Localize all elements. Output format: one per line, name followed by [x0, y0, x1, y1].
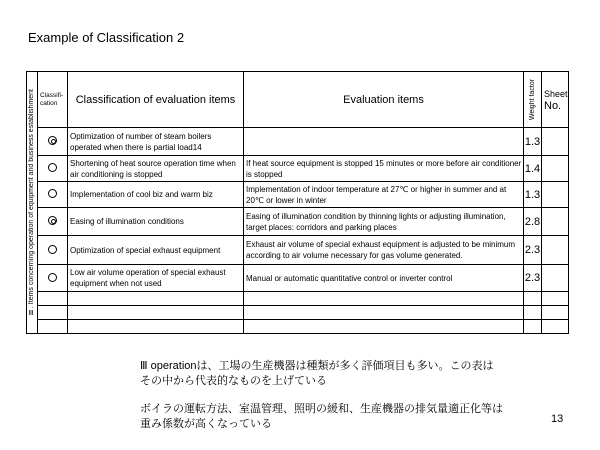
circle-icon [48, 189, 57, 198]
empty-cell [524, 320, 542, 334]
evaluation-header: Evaluation items [244, 72, 524, 128]
classification-table-container [26, 71, 568, 342]
empty-cell [38, 292, 68, 306]
page-number: 13 [551, 413, 564, 425]
item-cell: Shortening of heat source operation time when air conditioning is stopped [68, 156, 244, 182]
weight-factor-cell: 2.3 [524, 265, 542, 292]
evaluation-cell [244, 128, 524, 156]
sheet-no-cell [542, 265, 569, 292]
empty-cell [244, 320, 524, 334]
sheet-no-cell [542, 156, 569, 182]
header-row [27, 72, 569, 128]
classification-table [26, 71, 569, 334]
table-row [27, 182, 569, 208]
evaluation-cell: If heat source equipment is stopped 15 minutes or more before air conditioner is stopped [244, 156, 524, 182]
empty-cell [244, 292, 524, 306]
item-cell: Optimization of number of steam boilers operated when there is partial load14 [68, 128, 244, 156]
classification-cell [38, 265, 68, 292]
sheet-label: Sheet [544, 88, 568, 99]
no-label: No. [544, 99, 562, 112]
empty-cell [524, 306, 542, 320]
empty-row [27, 306, 569, 320]
empty-cell [542, 292, 569, 306]
classification-cell [38, 128, 68, 156]
empty-row [27, 292, 569, 306]
empty-cell [68, 306, 244, 320]
evaluation-cell: Easing of illumination condition by thinning lights or adjusting illumination, target places: corridors and parking places [244, 208, 524, 236]
classification-cell [38, 208, 68, 236]
empty-cell [244, 306, 524, 320]
evaluation-cell: Implementation of indoor temperature at 27℃ or higher in summer and at 20℃ or lower in winter [244, 182, 524, 208]
note-line-1: Ⅲ operationは、工場の生産機器は種類が多く評価項目も多い。この表は [140, 360, 494, 372]
empty-cell [542, 306, 569, 320]
note-line-4: 重み係数が高くなっている [140, 418, 272, 430]
circle-icon [48, 273, 57, 282]
side-label: Ⅲ. Items concerning operation of equipment and business establishment [28, 88, 35, 317]
item-cell: Easing of illumination conditions [68, 208, 244, 236]
empty-cell [524, 292, 542, 306]
weight-factor-cell: 1.3 [524, 182, 542, 208]
classification-cell [38, 182, 68, 208]
classification-header: Classifi-cation [38, 72, 68, 128]
weight-factor-cell: 1.3 [524, 128, 542, 156]
circle-icon [48, 163, 57, 172]
empty-row [27, 320, 569, 334]
sheet-no-header [542, 72, 569, 128]
empty-cell [68, 320, 244, 334]
empty-cell [68, 292, 244, 306]
slide-title: Example of Classification 2 [28, 30, 185, 45]
item-cell: Low air volume operation of special exhaust equipment when not used [68, 265, 244, 292]
side-label-cell [27, 72, 38, 334]
double-circle-icon [48, 136, 57, 145]
sheet-no-cell [542, 208, 569, 236]
circle-icon [48, 245, 57, 254]
empty-cell [38, 306, 68, 320]
table-row [27, 128, 569, 156]
table-row [27, 236, 569, 265]
note-line-2: その中から代表的なものを上げている [140, 375, 327, 387]
note-line-3: ボイラの運転方法、室温管理、照明の緩和、生産機器の排気量適正化等は [140, 403, 503, 415]
sheet-no-cell [542, 182, 569, 208]
classification-cell [38, 236, 68, 265]
empty-cell [38, 320, 68, 334]
item-cell: Implementation of cool biz and warm biz [68, 182, 244, 208]
table-row [27, 156, 569, 182]
empty-cell [542, 320, 569, 334]
evaluation-cell: Exhaust air volume of special exhaust equipment is adjusted to be minimum according to air volume necessary for gas volume generated. [244, 236, 524, 265]
item-cell: Optimization of special exhaust equipment [68, 236, 244, 265]
classification-cell [38, 156, 68, 182]
table-row [27, 265, 569, 292]
double-circle-icon [48, 216, 57, 225]
weight-factor-label: Weight factor [529, 78, 536, 121]
weight-factor-cell: 2.8 [524, 208, 542, 236]
weight-factor-cell: 1.4 [524, 156, 542, 182]
weight-factor-header [524, 72, 542, 128]
sheet-no-cell [542, 236, 569, 265]
weight-factor-cell: 2.3 [524, 236, 542, 265]
evaluation-cell: Manual or automatic quantitative control or inverter control [244, 265, 524, 292]
sheet-no-cell [542, 128, 569, 156]
table-row [27, 208, 569, 236]
items-header: Classification of evaluation items [68, 72, 244, 128]
